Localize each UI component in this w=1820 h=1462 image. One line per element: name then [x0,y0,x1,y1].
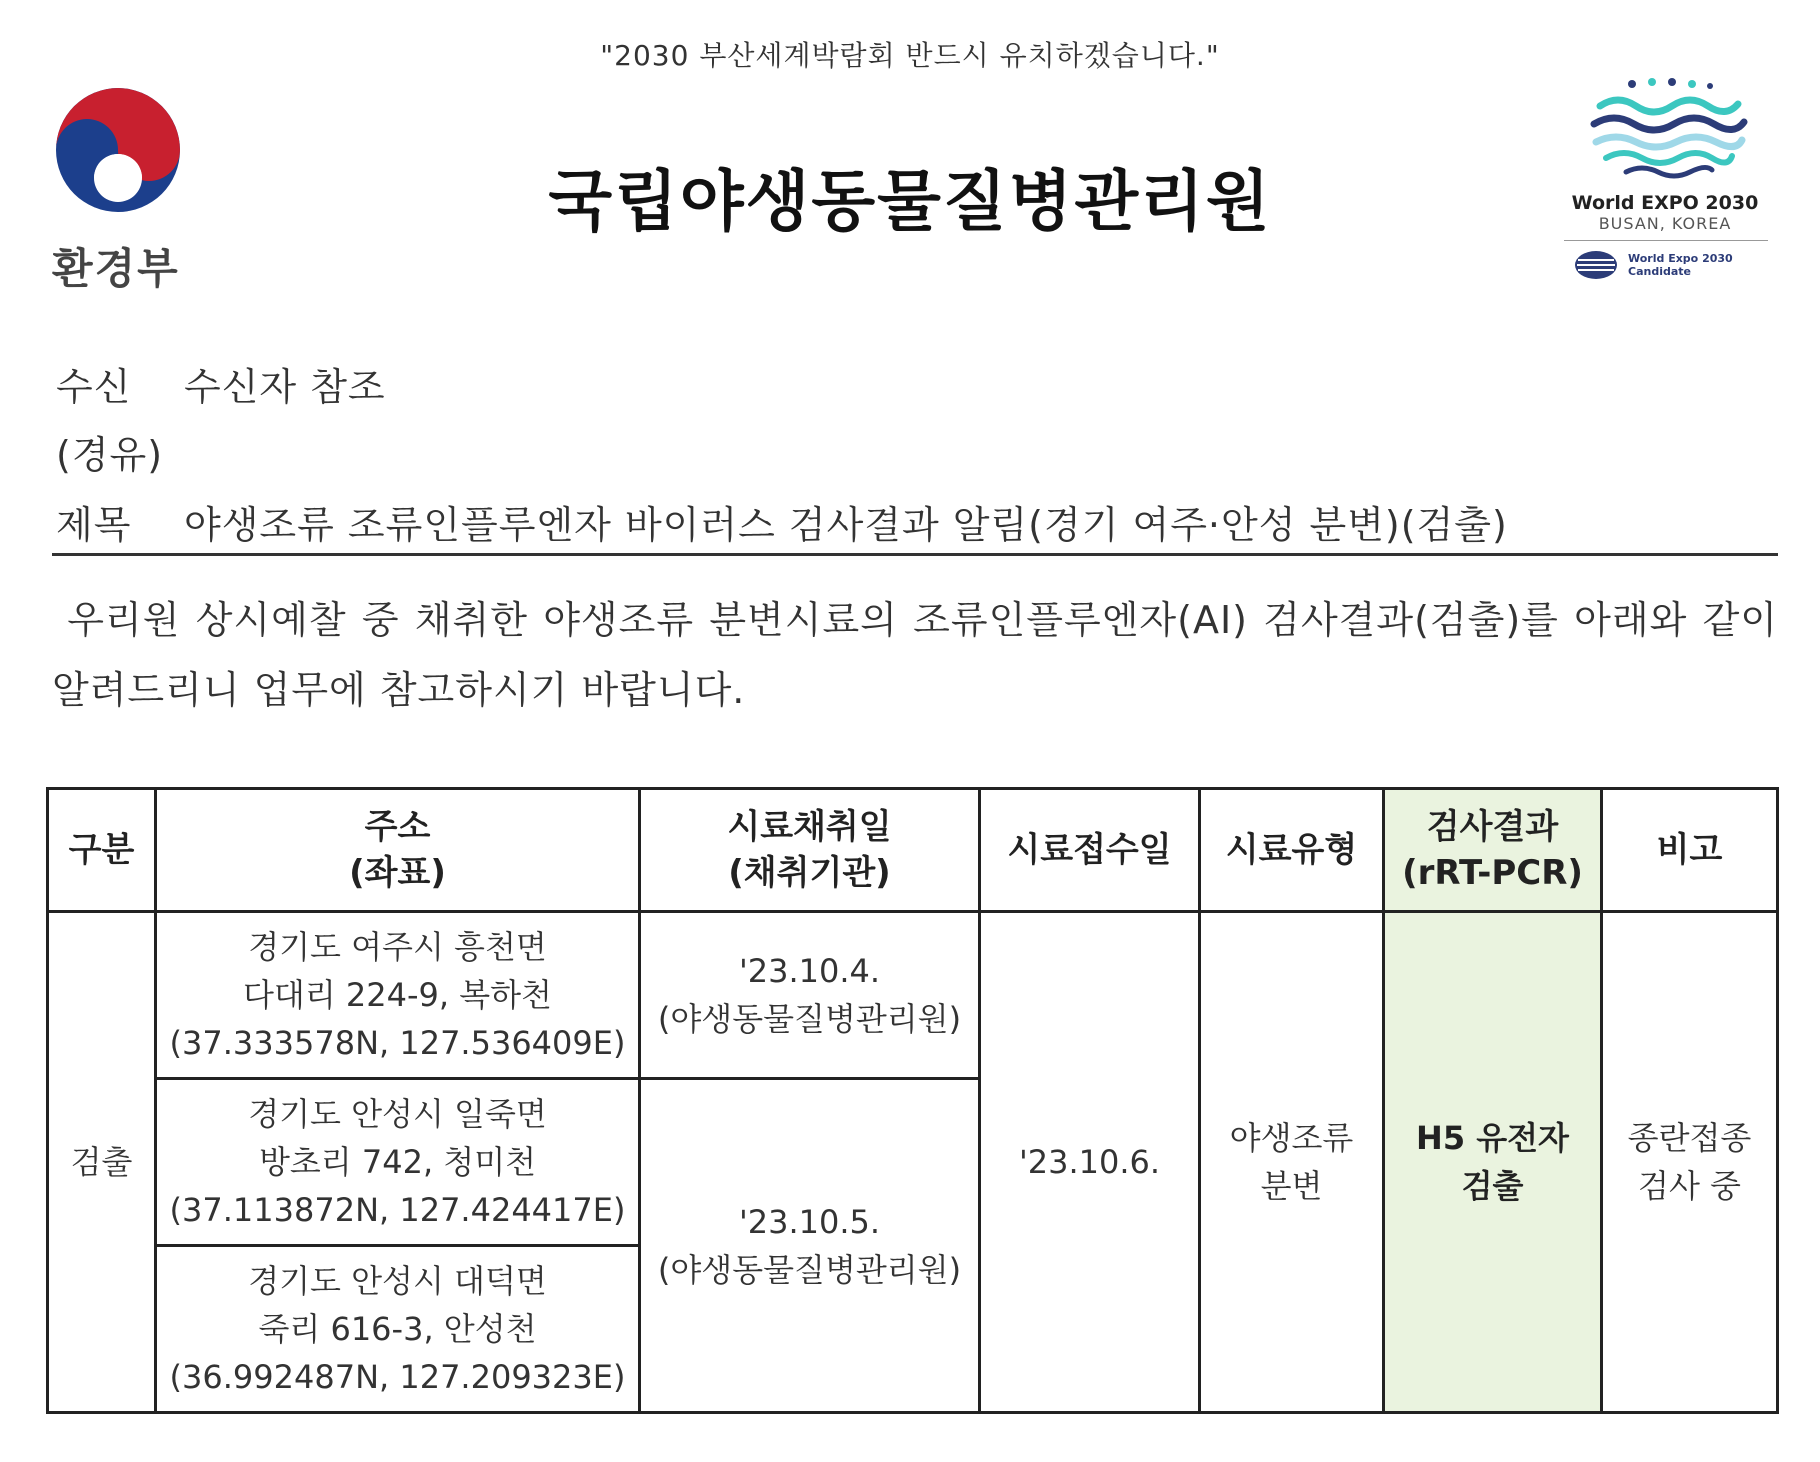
subject-row [56,494,1508,549]
slogan: "2030 부산세계박람회 반드시 유치하겠습니다." [600,39,1220,72]
address-cell: 경기도 안성시 일죽면 방초리 742, 청미천 (37.113872N, 127.424417E) [156,1079,640,1246]
subject-value: 야생조류 조류인플루엔자 바이러스 검사결과 알림(경기 여주·안성 분변)(검출) [184,503,1508,547]
expo-candidate-label: World Expo 2030 Candidate [1628,252,1733,278]
table-row [48,912,1778,1079]
address-cell: 경기도 안성시 대덕면 죽리 616-3, 안성천 (36.992487N, 127.209323E) [156,1246,640,1413]
note-cell: 종란접종 검사 중 [1602,912,1778,1413]
expo-title: World EXPO 2030 [1571,192,1759,214]
test-result-cell: H5 유전자 검출 [1384,912,1602,1413]
header-address: 주소 (좌표) [156,789,640,912]
world-expo-logo-icon [1560,76,1770,192]
recipient-label: 수신 [56,365,132,409]
body-paragraph: 우리원 상시예찰 중 채취한 야생조류 분변시료의 조류인플루엔자(AI) 검사결과(검출)를 아래와 같이 알려드리니 업무에 참고하시기 바랍니다. [52,598,1778,712]
result-table [46,787,1779,1414]
table-header-row [48,789,1778,912]
header-note: 비고 [1602,789,1778,912]
header-category: 구분 [48,789,156,912]
organization-title: 국립야생동물질병관리원 [548,163,1272,240]
expo-divider [1564,240,1768,241]
category-cell: 검출 [48,912,156,1413]
recipient-row [56,356,386,411]
collection-cell: '23.10.4. (야생동물질병관리원) [640,912,980,1079]
expo-candidate-icon [1574,250,1618,280]
collection-cell: '23.10.5. (야생동물질병관리원) [640,1079,980,1413]
header-test-result: 검사결과 (rRT-PCR) [1384,789,1602,912]
header-received-date: 시료접수일 [980,789,1200,912]
via-row [56,424,163,479]
header-sample-type: 시료유형 [1200,789,1384,912]
address-cell: 경기도 여주시 흥천면 다대리 224-9, 복하천 (37.333578N, 127.536409E) [156,912,640,1079]
received-date-cell: '23.10.6. [980,912,1200,1413]
subject-label: 제목 [56,503,132,547]
expo-location: BUSAN, KOREA [1598,214,1732,233]
via-label: (경유) [56,433,164,477]
sample-type-cell: 야생조류 분변 [1200,912,1384,1413]
subject-divider [52,553,1778,556]
header-collection-date: 시료채취일 (채취기관) [640,789,980,912]
ministry-name: 환경부 [52,244,180,293]
recipient-value: 수신자 참조 [184,365,386,409]
